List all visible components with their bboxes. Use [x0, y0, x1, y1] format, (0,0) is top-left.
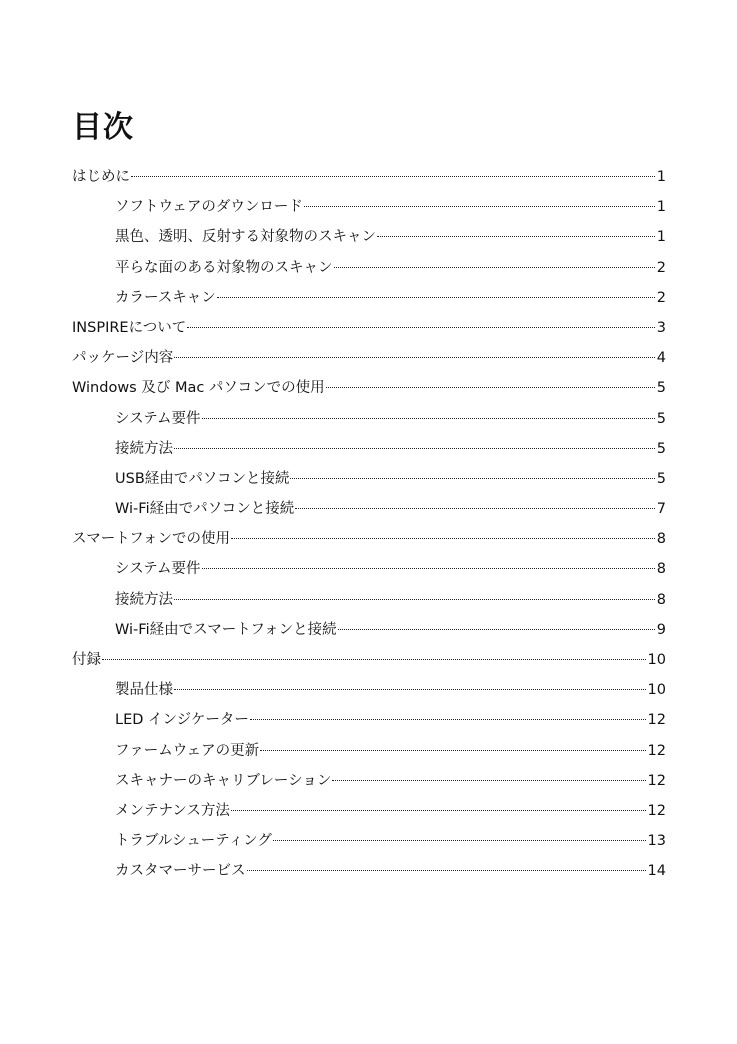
toc-entry[interactable]: [72, 373, 666, 403]
toc-entry[interactable]: [72, 434, 666, 464]
toc-dot-leader: [273, 840, 646, 841]
toc-entry-title: ファームウェアの更新: [115, 742, 260, 759]
toc-dot-leader: [102, 659, 646, 660]
toc-dot-leader: [187, 327, 654, 328]
toc-dot-leader: [338, 629, 655, 630]
toc-entry-page-number: 8: [656, 531, 666, 548]
toc-entry[interactable]: [72, 222, 666, 252]
toc-entry[interactable]: [72, 856, 666, 886]
toc-entry[interactable]: [72, 615, 666, 645]
toc-dot-leader: [334, 267, 655, 268]
table-of-contents: [72, 162, 666, 887]
toc-entry-page-number: 8: [656, 561, 666, 578]
toc-entry[interactable]: [72, 675, 666, 705]
toc-entry-title: 接続方法: [115, 591, 173, 608]
toc-entry-page-number: 1: [656, 169, 666, 185]
toc-entry-title: カラースキャン: [115, 289, 216, 306]
toc-entry-title: 平らな面のある対象物のスキャン: [115, 259, 333, 276]
toc-entry[interactable]: [72, 494, 666, 524]
toc-dot-leader: [250, 719, 646, 720]
toc-entry-title: INSPIREについて: [72, 319, 187, 336]
toc-dot-leader: [332, 780, 645, 781]
page-title: 目次: [72, 110, 134, 145]
toc-dot-leader: [231, 810, 646, 811]
toc-entry-page-number: 5: [656, 440, 666, 457]
toc-entry-page-number: 8: [656, 591, 666, 608]
toc-entry-title: システム要件: [115, 561, 201, 578]
toc-dot-leader: [174, 689, 646, 690]
toc-entry-title: Windows 及び Mac パソコンでの使用: [72, 380, 325, 397]
toc-entry-title: はじめに: [72, 169, 130, 185]
toc-entry-title: メンテナンス方法: [115, 802, 230, 819]
toc-entry-title: パッケージ内容: [72, 350, 174, 367]
toc-entry-page-number: 2: [656, 289, 666, 306]
toc-entry-page-number: 10: [647, 682, 666, 699]
toc-entry-page-number: 1: [656, 199, 666, 216]
toc-entry-title: スマートフォンでの使用: [72, 531, 231, 548]
toc-dot-leader: [295, 508, 654, 509]
toc-entry-title: 黒色、透明、反射する対象物のスキャン: [115, 229, 376, 246]
toc-dot-leader: [202, 568, 655, 569]
toc-entry[interactable]: [72, 554, 666, 584]
toc-entry[interactable]: [72, 313, 666, 343]
toc-entry-title: 製品仕様: [115, 682, 173, 699]
toc-entry[interactable]: [72, 524, 666, 554]
toc-dot-leader: [377, 236, 655, 237]
toc-dot-leader: [290, 478, 654, 479]
toc-entry-title: カスタマーサービス: [115, 863, 246, 880]
toc-entry-title: 接続方法: [115, 440, 173, 457]
toc-entry[interactable]: [72, 796, 666, 826]
toc-entry-page-number: 7: [656, 501, 666, 518]
toc-entry[interactable]: [72, 343, 666, 373]
toc-entry[interactable]: [72, 404, 666, 434]
toc-entry-page-number: 13: [647, 833, 666, 850]
toc-entry-page-number: 3: [656, 319, 666, 336]
toc-entry-title: Wi-Fi経由でパソコンと接続: [115, 501, 295, 518]
toc-entry-page-number: 12: [647, 712, 666, 729]
toc-entry-page-number: 5: [656, 470, 666, 487]
toc-dot-leader: [202, 418, 655, 419]
toc-dot-leader: [131, 176, 655, 177]
toc-entry-page-number: 5: [656, 410, 666, 427]
toc-entry-page-number: 2: [656, 259, 666, 276]
toc-entry-page-number: 9: [656, 621, 666, 638]
toc-entry[interactable]: [72, 192, 666, 222]
toc-dot-leader: [247, 870, 646, 871]
toc-entry-title: システム要件: [115, 410, 201, 427]
toc-entry-page-number: 4: [656, 350, 666, 367]
toc-entry[interactable]: [72, 705, 666, 735]
toc-dot-leader: [174, 357, 655, 358]
toc-entry-page-number: 14: [647, 863, 666, 880]
toc-dot-leader: [231, 538, 655, 539]
toc-entry[interactable]: [72, 253, 666, 283]
toc-entry-page-number: 1: [656, 229, 666, 246]
toc-entry-title: トラブルシューティング: [115, 833, 272, 850]
toc-dot-leader: [174, 599, 655, 600]
toc-entry[interactable]: [72, 645, 666, 675]
toc-entry-page-number: 5: [656, 380, 666, 397]
toc-dot-leader: [326, 387, 655, 388]
toc-entry[interactable]: [72, 766, 666, 796]
toc-dot-leader: [174, 448, 655, 449]
toc-entry-page-number: 12: [647, 772, 666, 789]
toc-entry[interactable]: [72, 826, 666, 856]
toc-entry-title: USB経由でパソコンと接続: [115, 470, 290, 487]
toc-dot-leader: [304, 206, 655, 207]
toc-entry[interactable]: [72, 283, 666, 313]
toc-entry-title: 付録: [72, 652, 101, 668]
toc-entry[interactable]: [72, 464, 666, 494]
toc-entry-page-number: 12: [647, 802, 666, 819]
toc-dot-leader: [260, 750, 645, 751]
toc-entry-title: Wi-Fi経由でスマートフォンと接続: [115, 621, 337, 638]
toc-entry-page-number: 12: [647, 742, 666, 759]
toc-entry-title: ソフトウェアのダウンロード: [115, 199, 303, 216]
toc-dot-leader: [217, 297, 655, 298]
toc-entry-title: スキャナーのキャリブレーション: [115, 772, 332, 789]
toc-entry-page-number: 10: [647, 652, 666, 668]
toc-entry-title: LED インジケーター: [115, 712, 249, 729]
toc-entry[interactable]: [72, 585, 666, 615]
toc-entry[interactable]: [72, 162, 666, 192]
toc-entry[interactable]: [72, 736, 666, 766]
